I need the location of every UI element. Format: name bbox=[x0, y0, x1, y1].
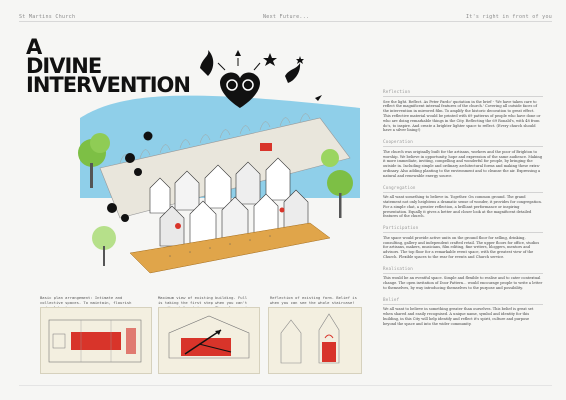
caption-plan: Basic plan arrangement: Intimate and collective spaces. To maintain, flourish bbox=[40, 295, 132, 305]
text-column bbox=[383, 89, 543, 332]
section-heading: Cooperation bbox=[383, 139, 413, 145]
section-congregation bbox=[383, 185, 543, 220]
caption-reflection: Reflection of existing form. Belief is when you can see the whole staircase! bbox=[270, 295, 357, 305]
intervention-illustration bbox=[60, 48, 360, 288]
header-divider bbox=[19, 21, 552, 22]
header-right-text: It's right in front of you bbox=[466, 14, 553, 20]
top-header bbox=[0, 0, 566, 24]
elevation-sketch-image bbox=[268, 307, 362, 374]
section-body: We all want to believe in something greater than ourselves. This belief is great set when shared and easily recognised. A unique name, symbol and identity for this building, in this City will help identify and reflect it's spirit, culture and purpose beyond the space and into the wider community. bbox=[383, 307, 534, 326]
section-heading: Participation bbox=[383, 225, 419, 231]
section-body: This would be an eventful space. Simple and flexible to realise and to cater contextual change. The open invitation of Door Pattern... would encourage people to write a letter to themselves, by way introducing themselves to the purpose and possibility. bbox=[383, 276, 543, 290]
section-divider bbox=[383, 304, 543, 305]
section-heading: Reflection bbox=[383, 89, 411, 94]
section-cooperation bbox=[383, 139, 543, 178]
footer-divider bbox=[19, 385, 552, 386]
header-center-text: Next Future... bbox=[263, 14, 310, 20]
header-left-text: St Martins Church bbox=[19, 14, 76, 20]
section-body: See the light. Reflect. As Peter Pardo' quotation in the brief - 'We have taken care to reflect the magnificent internal features of the church.' Covering all outside faces of the intervention in mirrored film. To amplify the historic decoration to great effect. This reflective material would be printed with 69 patterns of people who have done or who are doing remarkable things in the City. Reflecting the 69 Ronald's, with 48 from do's, to inspire. And create a brighter lighter space to reflect. (Every church should have a silver lining!) bbox=[383, 99, 541, 133]
section-heading: Congregation bbox=[383, 184, 416, 190]
section-body: The space would provide active units on the ground floor for selling, drinking, consulting, gallery and independent crafted retail. The upper floors for office, studios for artisans, makers, musicians, film editing, fine writers, bloggers, mentors and advisors. The top floor for a remarkable event space, with the greatest view of the Church. Flexible spaces to the rear for events and Church service. bbox=[383, 235, 540, 259]
title-line: DIVINE bbox=[26, 54, 102, 78]
section-body: We all want something to believe in. Together. On common ground. The grand statement not only heightens a dramatic sense of wonder, it provides for congregation. For a simple chat, a greater reflection, a brilliant performance or inspiring presentation. Equally it gives a better and closer look at the magnificent detailed features of the church. bbox=[383, 195, 542, 219]
section-sketch-image bbox=[158, 307, 260, 374]
section-heading: Realisation bbox=[383, 265, 413, 271]
section-realisation bbox=[383, 266, 543, 291]
plan-sketch-image bbox=[40, 307, 152, 374]
caption-view: Maximum view of existing building. Full is taking the first step when you can't bbox=[158, 295, 248, 305]
section-participation bbox=[383, 225, 543, 260]
section-heading: Belief bbox=[383, 296, 400, 302]
section-divider bbox=[383, 273, 543, 274]
section-belief bbox=[383, 297, 543, 327]
title-line: A bbox=[26, 35, 42, 59]
section-divider bbox=[383, 146, 543, 147]
section-divider bbox=[383, 192, 543, 193]
title-line: INTERVENTION bbox=[26, 73, 190, 97]
section-body: The church was originally built for the artisans, workers and the poor of Brighton to worship. We believe in opportunity, hope and expression of the same audience. Making it more immediate, inviting, compelling and wonderful for people, by bringing the outside in. Including simple and ordinary architectural forms and making these extra-ordinary. Also adding planting to the environment and to cleanse the air. Expressing a natural and renewable energy source. bbox=[383, 149, 542, 178]
section-divider bbox=[383, 232, 543, 233]
section-divider bbox=[383, 96, 543, 97]
section-reflection bbox=[383, 89, 543, 133]
